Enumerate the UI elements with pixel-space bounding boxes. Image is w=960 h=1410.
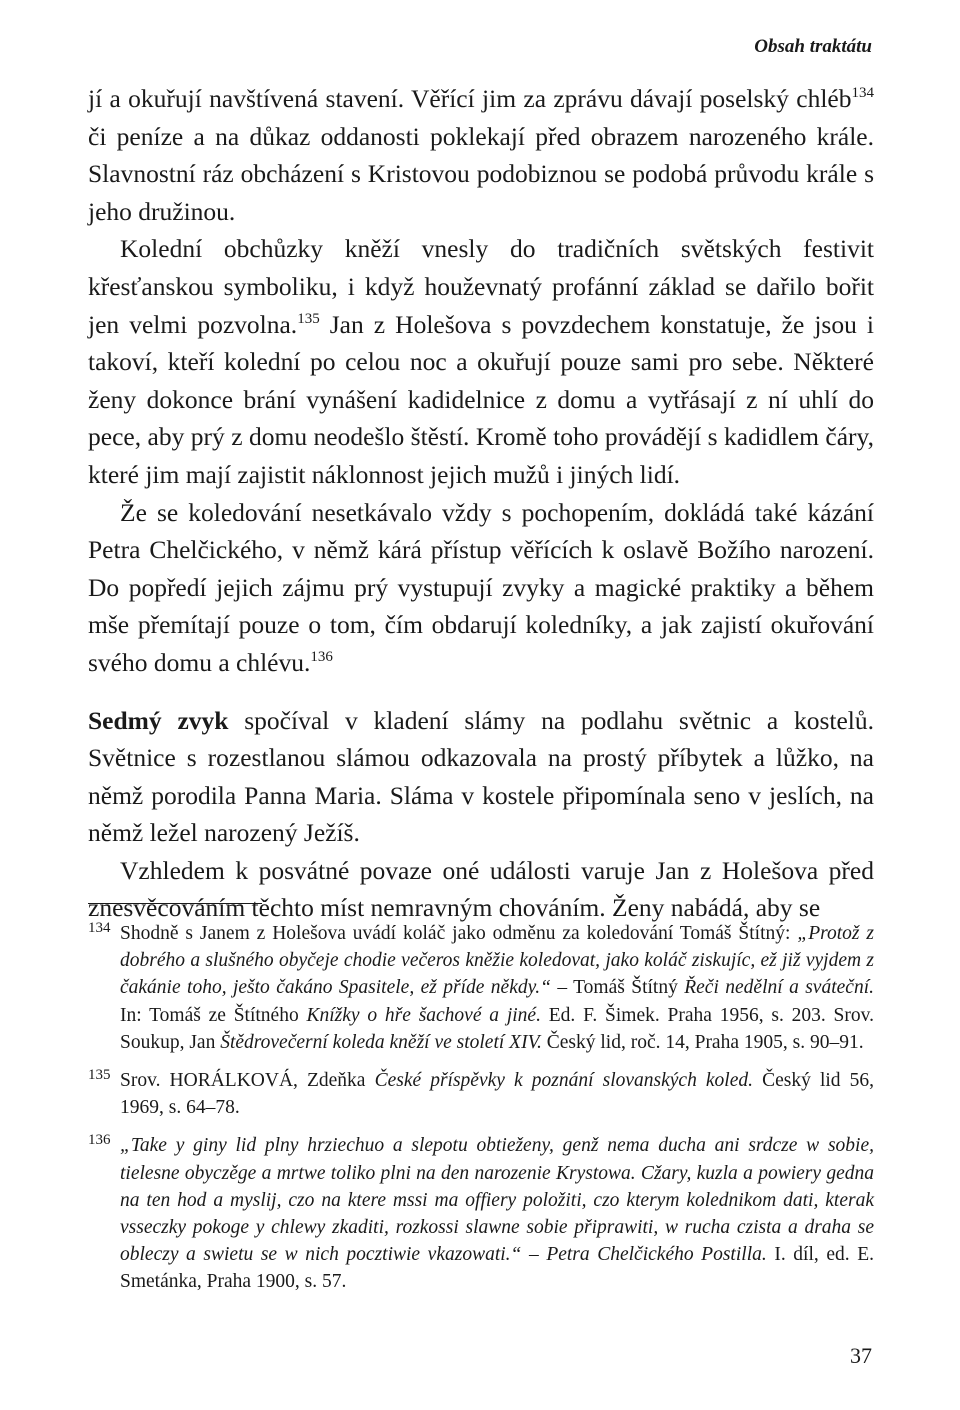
footnote-italic-text: „Take y giny lid plny hrziechuo a slepotu obtieženy, genž nema ducha ani srdcze w sobie, tielesne obyczěge a mrtwe toliko plni na den narozenie Krystowa. Cžary, kuzla a powiery gedna na ten hod a myslij, czo na ktere mssi ma offiery položiti, czo kterym kolednikom dati, kterak vsseczky pokoge y chlewy zkaditi, rozkossi slawne sobie připrawiti, w rucha czista a draha se obleczy a swietu se w nich pocztiwie vkazowati.“ – Petra Chelčického Postilla. [120, 1135, 874, 1266]
section-lead: Sedmý zvyk [88, 705, 229, 735]
footnote-italic-text: Řeči nedělní a sváteční. [684, 977, 874, 999]
footnote-italic-text: „Protož z dobrého a slušného obyčeje chodie večeros kněžie koledovat, jako koláč ziskujíc, ež již vyjdem z čakánie toho, ješto čakáno Spasitele, ež příde někdy.“ [120, 923, 874, 999]
footnote-text: Srov. HORÁLKOVÁ, Zdeňka [120, 1070, 375, 1092]
paragraph-text: Kolední obchůzky kněží vnesly do tradičních světských festivit křesťanskou symboliku, i když houževnatý profánní základ se dařilo bořit jen velmi pozvolna. [88, 234, 874, 339]
footnote-text: Český lid, roč. 14, Praha 1905, s. 90–91. [541, 1031, 864, 1053]
footnote-text: Český lid 56, 1969, s. 64–78. [120, 1070, 874, 1119]
paragraph-1 [88, 80, 874, 230]
footnotes [88, 920, 874, 1307]
paragraph-text: Vzhledem k posvátné povaze oné události varuje Jan z Holešova před znesvěcováním těchto míst nemravným chováním. Ženy nabádá, aby se [88, 855, 874, 923]
paragraph-text: či peníze a na důkaz oddanosti poklekají před obrazem narozeného krále. Slavnostní ráz obcházení s Kristovou podobiznou se podobá průvodu krále s jeho družinou. [88, 121, 874, 226]
footnote-ref-134[interactable]: 134 [851, 85, 874, 101]
footnote-136 [88, 1132, 874, 1295]
footnote-text: Ed. F. Šimek. Praha 1956, s. 203. Srov. Soukup, Jan [120, 1004, 874, 1053]
paragraph-text: Že se koledování nesetkávalo vždy s pochopením, dokládá také kázání Petra Chelčického, v němž kárá přístup věřících k oslavě Božího narození. Do popředí jejich zájmu prý vystupují zvyky a magické praktiky a během mše přemítají pouze o tom, čím obdarují koledníky, a jak zajistí okuřování svého domu a chlévu. [88, 497, 874, 677]
main-text [88, 80, 874, 927]
running-title: Obsah traktátu [754, 36, 872, 57]
footnote-text: – Tomáš Štítný [550, 977, 685, 999]
paragraph-5 [88, 852, 874, 927]
paragraph-text: Jan z Holešova s povzdechem konstatuje, že jsou i takoví, kteří kolední po celou noc a okuřují pouze sami pro sebe. Některé ženy dokonce brání vynášení kadidelnice z domu a vytřásají z ní uhlí do pece, aby prý z domu neodešlo štěstí. Kromě toho provádějí s kadidlem čáry, které jim mají zajistit náklonnost jejich mužů i jiných lidí. [88, 309, 874, 489]
footnote-text: I. díl, ed. E. Smetánka, Praha 1900, s. 57. [120, 1244, 874, 1293]
footnote-number: 134 [88, 920, 111, 936]
footnote-number: 136 [88, 1132, 111, 1149]
footnote-text: In: Tomáš ze Štítného [120, 1004, 307, 1026]
paragraph-4 [88, 702, 874, 852]
footnote-text: Shodně s Janem z Holešova uvádí koláč jako odměnu za koledování Tomáš Štítný: [120, 923, 798, 944]
paragraph-text: spočíval v kladení slámy na podlahu světnic a kostelů. Světnice s rozestlanou slámou odkazovala na prostý příbytek a lůžko, na němž porodila Panna Maria. Sláma v kostele připomínala seno v jeslích, na němž ležel narozený Ježíš. [88, 705, 874, 848]
footnote-number: 135 [88, 1067, 111, 1084]
footnote-ref-135[interactable]: 135 [297, 310, 320, 327]
paragraph-3 [88, 494, 874, 682]
footnote-separator [88, 903, 262, 904]
footnote-134 [88, 920, 874, 1056]
footnote-italic-text: Knížky o hře šachové a jiné. [306, 1004, 541, 1026]
footnote-italic-text: Štědrovečerní koleda kněží ve století XIV. [220, 1031, 542, 1053]
paragraph-text: jí a okuřují navštívená stavení. Věřící jim za zprávu dávají poselský chléb [88, 84, 852, 113]
footnote-italic-text: České příspěvky k poznání slovanských koled. [374, 1070, 754, 1092]
footnote-135 [88, 1067, 874, 1121]
page-number: 37 [850, 1343, 872, 1368]
paragraph-2 [88, 230, 874, 493]
footnote-ref-136[interactable]: 136 [310, 648, 333, 665]
